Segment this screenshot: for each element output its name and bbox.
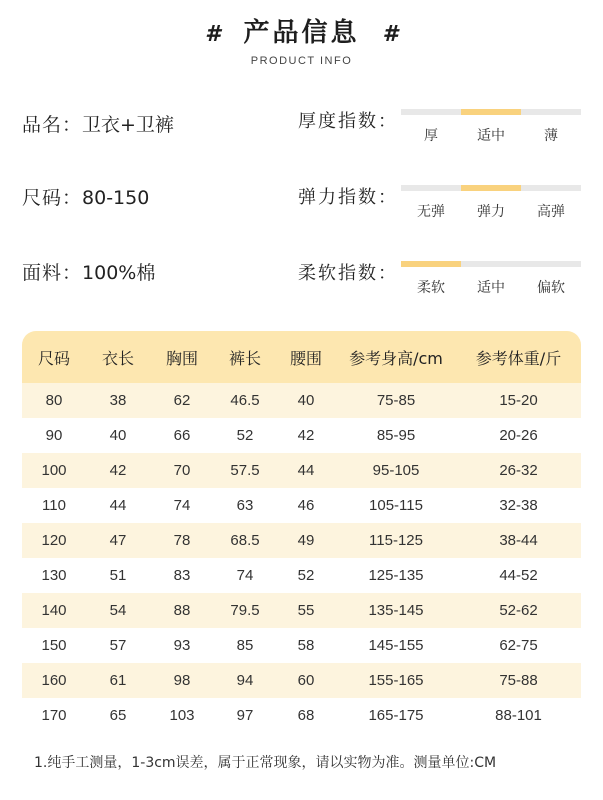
table-cell: 26-32 (456, 453, 581, 488)
table-row (22, 488, 581, 523)
table-cell: 61 (86, 663, 150, 698)
table-cell: 110 (22, 488, 86, 523)
table-cell: 100 (22, 453, 86, 488)
table-cell: 170 (22, 698, 86, 733)
table-cell: 62-75 (456, 628, 581, 663)
column-header: 裤长 (214, 331, 276, 383)
title-row (0, 12, 603, 49)
info-product-name (22, 110, 174, 137)
thickness-indicator (401, 109, 581, 145)
table-cell: 51 (86, 558, 150, 593)
table-cell: 98 (150, 663, 214, 698)
table-cell: 42 (276, 418, 336, 453)
table-cell: 105-115 (336, 488, 456, 523)
info-size (22, 183, 149, 210)
table-cell: 90 (22, 418, 86, 453)
table-cell: 115-125 (336, 523, 456, 558)
indicator-option: 偏软 (537, 280, 565, 296)
indicator-option: 适中 (477, 280, 505, 296)
table-cell: 68.5 (214, 523, 276, 558)
table-cell: 74 (214, 558, 276, 593)
table-cell: 97 (214, 698, 276, 733)
column-header: 尺码 (22, 331, 86, 383)
table-row (22, 628, 581, 663)
page-subtitle: PRODUCT INFO (250, 55, 353, 67)
table-row (22, 698, 581, 733)
table-cell: 88 (150, 593, 214, 628)
indicator-option: 无弹 (417, 204, 445, 220)
table-cell: 79.5 (214, 593, 276, 628)
table-cell: 57.5 (214, 453, 276, 488)
table-cell: 49 (276, 523, 336, 558)
indicator-segment (461, 261, 521, 267)
table-cell: 54 (86, 593, 150, 628)
column-header: 衣长 (86, 331, 150, 383)
table-cell: 150 (22, 628, 86, 663)
table-row (22, 418, 581, 453)
table-cell: 20-26 (456, 418, 581, 453)
table-cell: 135-145 (336, 593, 456, 628)
column-header: 参考身高/cm (336, 331, 456, 383)
indicator-segment (401, 185, 461, 191)
table-row (22, 593, 581, 628)
table-cell: 83 (150, 558, 214, 593)
table-cell: 46 (276, 488, 336, 523)
table-cell: 52 (276, 558, 336, 593)
indicator-segment (521, 185, 581, 191)
indicator-segment (401, 109, 461, 115)
table-cell: 55 (276, 593, 336, 628)
table-cell: 74 (150, 488, 214, 523)
info-value: 80-150 (82, 187, 150, 209)
table-cell: 60 (276, 663, 336, 698)
table-cell: 85 (214, 628, 276, 663)
table-cell: 44 (86, 488, 150, 523)
table-cell: 94 (214, 663, 276, 698)
table-cell: 75-88 (456, 663, 581, 698)
table-cell: 95-105 (336, 453, 456, 488)
table-cell: 52-62 (456, 593, 581, 628)
table-cell: 78 (150, 523, 214, 558)
table-cell: 63 (214, 488, 276, 523)
table-cell: 68 (276, 698, 336, 733)
thickness-label: 厚度指数： (298, 111, 398, 132)
hash-right-icon: # (382, 22, 398, 47)
table-row (22, 558, 581, 593)
indicator-segment (521, 261, 581, 267)
indicator-segment (521, 109, 581, 115)
measurement-note: 1.纯手工测量，1-3cm误差，属于正常现象，请以实物为准。测量单位:CM (34, 755, 497, 771)
table-body (22, 383, 581, 733)
table-row (22, 523, 581, 558)
size-chart-table (22, 331, 581, 733)
column-header: 胸围 (150, 331, 214, 383)
indicator-segment (401, 261, 461, 267)
table-cell: 80 (22, 383, 86, 418)
table-cell: 160 (22, 663, 86, 698)
indicator-option: 弹力 (477, 204, 505, 220)
table-cell: 65 (86, 698, 150, 733)
table-cell: 15-20 (456, 383, 581, 418)
column-header: 参考体重/斤 (456, 331, 581, 383)
table-cell: 32-38 (456, 488, 581, 523)
table-cell: 140 (22, 593, 86, 628)
table-cell: 85-95 (336, 418, 456, 453)
info-value: 100%棉 (82, 262, 156, 284)
table-cell: 88-101 (456, 698, 581, 733)
table-cell: 93 (150, 628, 214, 663)
indicator-bar (401, 261, 581, 267)
hash-left-icon: # (205, 22, 221, 47)
table-cell: 120 (22, 523, 86, 558)
indicator-bar (401, 185, 581, 191)
table-cell: 40 (276, 383, 336, 418)
table-cell: 44 (276, 453, 336, 488)
elasticity-label: 弹力指数： (298, 187, 398, 208)
indicator-option: 薄 (544, 128, 558, 144)
table-header-row (22, 331, 581, 383)
indicator-segment (461, 185, 521, 191)
table-cell: 44-52 (456, 558, 581, 593)
table-cell: 103 (150, 698, 214, 733)
indicator-segment (461, 109, 521, 115)
table-row (22, 383, 581, 418)
table-cell: 38-44 (456, 523, 581, 558)
indicator-bar (401, 109, 581, 115)
table-cell: 165-175 (336, 698, 456, 733)
indicator-option: 适中 (477, 128, 505, 144)
table-row (22, 453, 581, 488)
table-cell: 155-165 (336, 663, 456, 698)
table-cell: 75-85 (336, 383, 456, 418)
info-label: 尺码： (22, 187, 83, 209)
table-cell: 145-155 (336, 628, 456, 663)
table-cell: 38 (86, 383, 150, 418)
table-cell: 70 (150, 453, 214, 488)
table-cell: 52 (214, 418, 276, 453)
table-cell: 62 (150, 383, 214, 418)
page-header (0, 12, 603, 67)
table-cell: 46.5 (214, 383, 276, 418)
table-cell: 47 (86, 523, 150, 558)
indicator-option: 高弹 (537, 204, 565, 220)
softness-label: 柔软指数： (298, 263, 398, 284)
column-header: 腰围 (276, 331, 336, 383)
table-row (22, 663, 581, 698)
info-label: 面料： (22, 262, 83, 284)
table-cell: 125-135 (336, 558, 456, 593)
table-cell: 130 (22, 558, 86, 593)
info-label: 品名： (22, 114, 83, 136)
table-cell: 58 (276, 628, 336, 663)
indicator-option: 柔软 (417, 280, 445, 296)
table-cell: 57 (86, 628, 150, 663)
info-fabric (22, 258, 155, 285)
elasticity-indicator (401, 185, 581, 221)
page-title: 产品信息 (243, 18, 360, 48)
table-cell: 66 (150, 418, 214, 453)
indicator-option: 厚 (424, 128, 438, 144)
softness-indicator (401, 261, 581, 297)
table-cell: 40 (86, 418, 150, 453)
info-value: 卫衣+卫裤 (82, 114, 174, 136)
table-cell: 42 (86, 453, 150, 488)
